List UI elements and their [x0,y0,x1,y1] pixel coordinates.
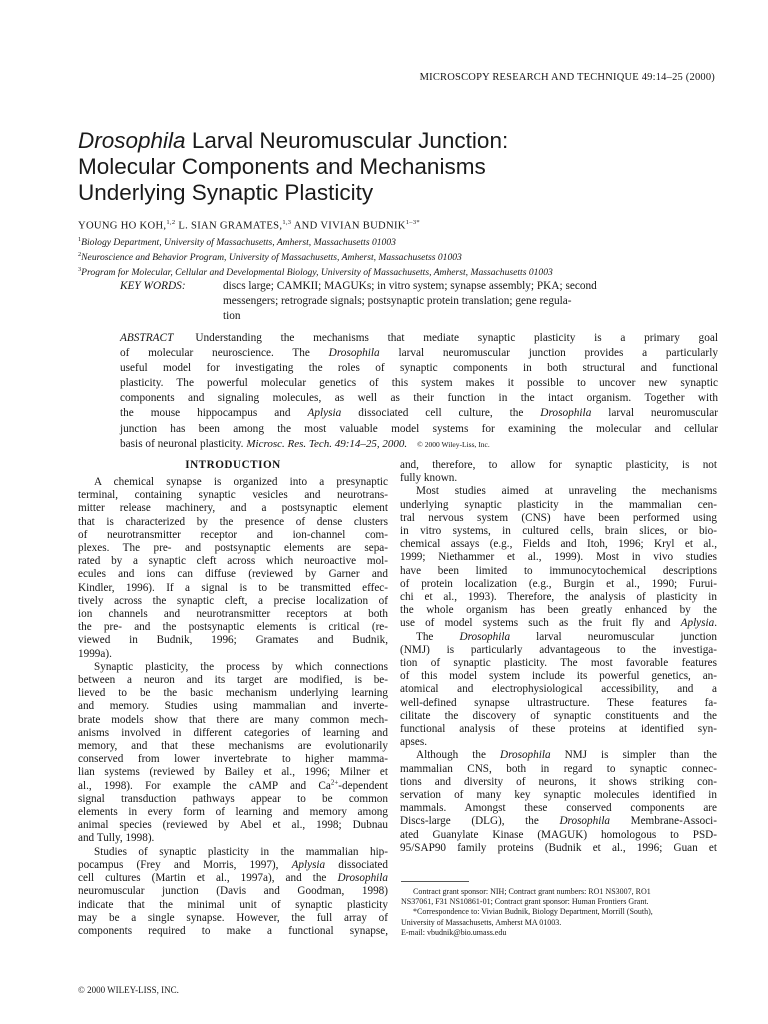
body-line: the pre- and the postsynaptic elements is critical (re- [78,621,388,634]
body-line: Most studies aimed at unraveling the mechanisms [416,485,717,498]
abstract-heading: ABSTRACT [120,332,174,344]
body-line: and memory. Studies using mammalian and inverte- [78,700,388,713]
author-koh: YOUNG HO KOH, [78,220,167,232]
body-line: tion of synaptic plasticity. The most favorable features [400,657,717,670]
footnotes [401,887,717,938]
abstract-species: Aplysia [307,407,342,420]
body-line: and Tully, 1998). [78,832,155,845]
body-text: use of model systems such as the fruit fly and [400,617,681,630]
body-line: rated by a synaptic cleft across which neuroactive mol- [78,555,388,568]
body-line [78,859,388,872]
body-line: 95/SAP90 family proteins (Budnik et al., 1996; Guan et [400,841,717,854]
body-line: cilitate the discovery of synaptic constituents and the [400,709,717,722]
abstract-line [120,346,718,361]
abstract-text: of molecular neuroscience. The [120,347,329,360]
body-line: have been limited to immunocytochemical descriptions [400,564,717,577]
body-line: chi et al., 1993). Therefore, the analysis of plasticity in [400,591,717,604]
body-text: larval neuromuscular junction [510,630,717,643]
abstract-line [120,406,718,421]
abstract-text: basis of neuronal plasticity. [120,437,247,450]
running-head: MICROSCOPY RESEARCH AND TECHNIQUE 49:14–25 (2000) [419,72,715,83]
body-line: lian systems (reviewed by Bailey et al., 1996; Milner et [78,766,388,779]
abstract-species: Drosophila [540,407,592,420]
author-gramates: L. SIAN GRAMATES, [175,220,283,232]
body-line: ated Guanylate Kinase (MAGUK) homologous to PSD- [400,828,717,841]
body-line: lieved to be the basic mechanism underlying learning [78,687,388,700]
body-line: servation of many key synaptic molecules identified in [400,789,717,802]
copyright-notice: © 2000 WILEY-LISS, INC. [78,985,179,995]
body-line: tions and diversity of neurons, it shows striking con- [400,775,717,788]
title-species: Drosophila [78,128,186,153]
affiliation-3-number: 3 [78,266,82,274]
body-line: apses. [400,736,428,749]
author-koh-affil: 1,2 [166,219,176,226]
body-line: plexes. The pre- and postsynaptic elements are sepa- [78,542,388,555]
body-text: NMJ is simpler than the [550,749,717,762]
body-line: anisms involved in different categories of learning and [78,726,388,739]
species-name: Drosophila [499,749,551,762]
body-line: Synaptic plasticity, the process by which connections [94,660,388,673]
body-line: ion channels and neurotransmitter receptors at both [78,608,388,621]
title-line-1 [78,128,718,154]
author-gramates-affil: 1,3 [282,219,292,226]
footnote-line: Contract grant sponsor: NIH; Contract grant numbers: RO1 NS3007, RO1 [413,887,651,896]
body-text: . [714,617,717,630]
body-line: mitter release machinery, and a postsynaptic element [78,502,388,515]
body-line: elements in every form of learning and memory among [78,806,388,819]
affiliation-3-text: Program for Molecular, Cellular and Developmental Biology, University of Massachusetts, Amherst, Massachusetts 01003 [81,267,553,279]
body-line: tively across the synaptic cleft, a precise localization of [78,594,388,607]
body-line: mammalian CNS, both in regard to synaptic connec- [400,762,717,775]
body-line: well-defined synapse ultrastructure. These features fa- [400,696,717,709]
body-line: of neurotransmitter receptor and ion-channel com- [78,528,388,541]
species-name: Aplysia [291,858,326,871]
keywords-heading: KEY WORDS: [120,280,186,292]
body-line: between a neuron and its target are modified, is be- [78,674,388,687]
abstract-text: larval neuromuscular junction provides a particularly [379,347,718,360]
body-line: of protein localization (e.g., Burgin et al., 1990; Furui- [400,577,717,590]
body-line: animal species (reviewed by Abel et al., 1998; Dubnau [78,819,388,832]
footnote-line: E-mail: vbudnik@bio.umass.edu [401,927,507,937]
body-line: of this model system include its powerful genetics, an- [400,670,717,683]
affiliation-3 [78,264,553,279]
calcium-superscript: 2+ [330,777,339,786]
abstract-text: dissociated cell culture, the [341,407,541,420]
article-title [78,128,718,206]
abstract-line [120,331,718,346]
title-line-1-rest: Larval Neuromuscular Junction: [185,128,509,153]
affiliation-2-number: 2 [78,251,82,259]
species-name: Drosophila [459,630,511,643]
body-line: memory, and that these mechanisms are evolutionarily [78,740,388,753]
body-line: ecules and ions can diffuse (reviewed by Garner and [78,568,388,581]
body-line: chemical assays (e.g., Fields and Itoh, 1996; Kryl et al., [400,538,717,551]
keywords-line: discs large; CAMKII; MAGUKs; in vitro system; synapse assembly; PKA; second [223,280,597,292]
body-line: 1999a). [78,647,112,660]
body-line: Kindler, 1996). If a signal is to be transmitted effec- [78,581,388,594]
body-text: Discs-large (DLG), the [400,815,560,828]
affiliation-1-text: Biology Department, University of Massachusetts, Amherst, Massachusetts 01003 [81,237,396,249]
body-line: the whole organism has been greatly enhanced by the [400,604,717,617]
species-name: Drosophila [559,815,611,828]
left-column-text [78,476,388,938]
keywords-line: tion [223,310,241,322]
body-text: -dependent [338,779,388,792]
body-line: A chemical synapse is organized into a presynaptic [94,476,388,488]
body-line [78,777,388,793]
body-line: mammals. Amongst these conserved components are [400,802,717,815]
abstract-line [120,437,718,452]
body-text: Although the [416,749,500,762]
abstract-copyright: © 2000 Wiley-Liss, Inc. [417,439,490,449]
body-line: and, therefore, to allow for synaptic plasticity, is not [400,459,717,471]
body-line: functional analysis of these proteins at identified syn- [400,723,717,736]
abstract-text: Understanding the mechanisms that mediate synaptic plasticity is a primary goal [195,332,718,344]
species-name: Aplysia [680,617,715,630]
author-budnik: AND VIVIAN BUDNIK [291,220,406,232]
body-line: neuromuscular junction (Davis and Goodman, 1998) [78,885,388,898]
body-text: Membrane-Associ- [610,815,717,828]
body-line [78,872,388,885]
author-list [78,219,420,232]
body-text: cell cultures (Martin et al., 1997a), and the [78,872,338,885]
abstract-line: junction has been among the most valuable model systems for examining the molecular and cellular [120,422,718,435]
body-line: components required to make a functional synapse, [78,924,388,937]
body-text: al., 1998). For example the cAMP and Ca [78,779,331,792]
footnote-line: University of Massachusetts, Amherst MA 01003. [401,917,562,927]
body-line: indicate that the minimal unit of synaptic plasticity [78,898,388,911]
body-line: (NMJ) is particularly advantageous to the investiga- [400,643,717,656]
footnote-divider [401,881,469,882]
body-line: that is characterized by the presence of dense clusters [78,515,388,528]
body-text: pocampus (Frey and Morris, 1997), [78,858,292,871]
author-budnik-affil: 1–3* [405,219,420,226]
footnote-line: NS37061, F31 NS10861-01; Contract grant sponsor: Human Frontiers Grant. [401,897,649,907]
abstract-line: components and signaling molecules, as well as their function in the intact organism. Together with [120,392,718,405]
body-line [400,815,717,828]
affiliation-2-text: Neuroscience and Behavior Program, University of Massachusetts, Amherst, Massachusetss 01003 [81,252,462,264]
title-line-2: Molecular Components and Mechanisms [78,154,486,179]
footnote-line: *Correspondence to: Vivian Budnik, Biology Department, Morrill (South), [413,907,653,917]
keywords-line: messengers; retrograde signals; postsynaptic protein translation; gene regula- [223,295,572,307]
body-line [400,617,717,630]
right-column-text [400,459,717,855]
section-heading-introduction: INTRODUCTION [185,459,281,471]
body-line: fully known. [400,472,458,485]
body-line: may be a single synapse. However, the full array of [78,911,388,924]
abstract-line: plasticity. The powerful molecular genetics of this system makes it possible to uncover new synaptic [120,377,718,390]
affiliation-1-number: 1 [78,236,82,243]
abstract-species: Drosophila [328,347,380,360]
body-line: tral nervous system (CNS) have been performed using [400,511,717,524]
body-text: dissociated [325,858,388,871]
affiliation-2 [78,249,553,264]
affiliations [78,234,553,280]
body-line: underlying synaptic plasticity in the mammalian cen- [400,498,717,511]
abstract-citation: Microsc. Res. Tech. 49:14–25, 2000. [246,437,408,450]
species-name: Drosophila [337,872,388,885]
body-line: in vitro systems, in cultured cells, brain slices, or bio- [400,525,717,538]
body-line [400,749,717,762]
body-line: atomical and electrophysiological accessibility, and a [400,683,717,696]
body-text: The [416,630,460,643]
body-line: viewed in Budnik, 1996; Gramates and Budnik, [78,634,388,647]
body-line: 1999; Niethammer et al., 1999). Most in vivo studies [400,551,717,564]
body-line: Studies of synaptic plasticity in the mammalian hip- [94,845,388,858]
abstract-line: useful model for investigating the roles of synaptic components in both structural and functional [120,362,718,375]
abstract-text: larval neuromuscular [591,407,718,420]
body-line: signal transduction pathways appear to be common [78,792,388,805]
title-line-3: Underlying Synaptic Plasticity [78,180,374,205]
abstract-text: the mouse hippocampus and [120,407,308,420]
body-line: terminal, containing synaptic vesicles and neurotrans- [78,489,388,502]
body-line: conserved from lower invertebrate to higher mamma- [78,753,388,766]
body-line: brate models show that there are many common mech- [78,713,388,726]
body-line [400,631,717,644]
keywords-list [223,279,768,324]
abstract [120,331,718,452]
affiliation-1 [78,234,553,249]
